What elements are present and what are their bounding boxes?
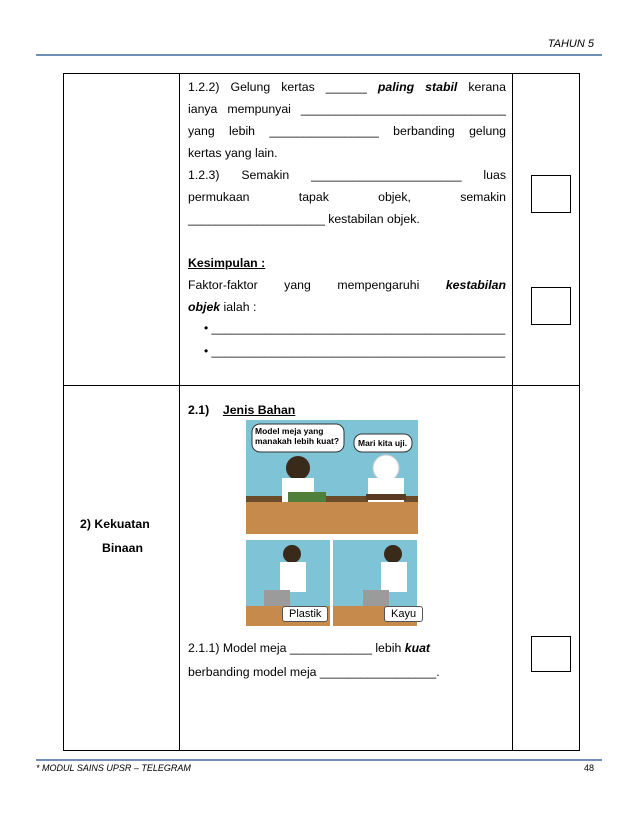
- q122-line1: 1.2.2) Gelung kertas ______ paling stabil kerana: [188, 80, 506, 94]
- column-divider-right: [512, 74, 513, 750]
- q123-line3: ____________________ kestabilan objek.: [188, 212, 420, 226]
- subsection-heading: 2.1) Jenis Bahan: [188, 403, 296, 417]
- section-label: 2) Kekuatan Binaan: [80, 517, 150, 555]
- q123-line2: permukaan tapak objek, semakin: [188, 190, 506, 204]
- speech-bubble-2: Mari kita uji.: [358, 438, 408, 448]
- kesimpulan-line2: objek ialah :: [188, 300, 257, 314]
- row-divider: [64, 385, 579, 386]
- score-box-3[interactable]: [531, 636, 571, 672]
- header-tahun: TAHUN 5: [547, 38, 594, 50]
- q122-line2: ianya mempunyai ______________________________: [188, 102, 506, 116]
- footer-module-name: * MODUL SAINS UPSR – TELEGRAM: [36, 763, 191, 773]
- q123-line1: 1.2.3) Semakin ______________________ luas: [188, 168, 506, 182]
- q211-line2: berbanding model meja _________________.: [188, 665, 440, 679]
- score-box-1[interactable]: [531, 175, 571, 213]
- q122-line3: yang lebih ________________ berbanding gelung: [188, 124, 506, 138]
- footer-divider: [36, 759, 602, 761]
- label-plastik: Plastik: [282, 606, 328, 622]
- score-box-2[interactable]: [531, 287, 571, 325]
- bullet-2: • ____________________________________________: [204, 344, 506, 358]
- kesimpulan-heading: Kesimpulan :: [188, 256, 266, 270]
- worksheet-table: [63, 73, 580, 751]
- q122-line4: kertas yang lain.: [188, 146, 278, 160]
- q211-line1: 2.1.1) Model meja ____________ lebih kuat: [188, 641, 431, 655]
- kesimpulan-line1: Faktor-faktor yang mempengaruhi kestabilan: [188, 278, 506, 292]
- bullet-1: • ____________________________________________: [204, 321, 506, 335]
- speech-bubble-1: Model meja yang manakah lebih kuat?: [255, 426, 340, 446]
- header-divider: [36, 54, 602, 56]
- column-divider-left: [179, 74, 180, 750]
- illustration-discussion: [246, 420, 418, 534]
- label-kayu: Kayu: [384, 606, 423, 622]
- page-number: 48: [583, 763, 594, 773]
